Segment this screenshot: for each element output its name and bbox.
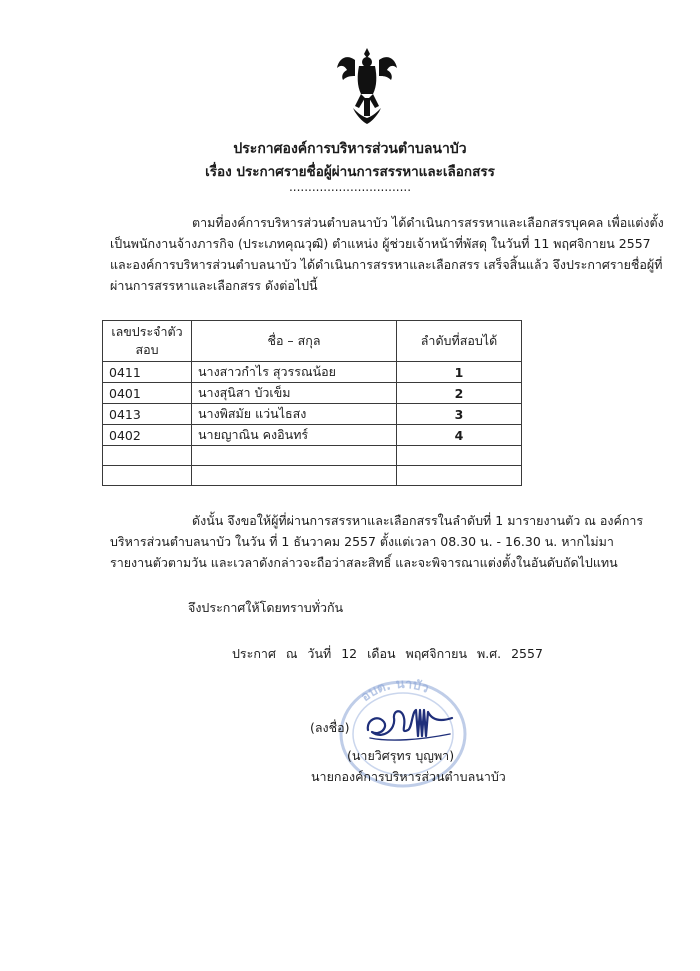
table-row — [103, 425, 522, 446]
cell-full-name: นายญาณิน คงอินทร์ — [192, 425, 397, 446]
cell-rank: 1 — [397, 362, 522, 383]
announcement-date: ประกาศ ณ วันที่ 12 เดือน พฤศจิกายน พ.ศ. 2557 — [232, 646, 543, 661]
intro-line: เป็นพนักงานจ้างภารกิจ (ประเภทคุณวุฒิ) ตำแหน่ง ผู้ช่วยเจ้าหน้าที่พัสดุ ในวันที่ 11 พฤศจิกายน 2557 — [110, 236, 651, 251]
cell-rank — [397, 466, 522, 486]
announcement-subject: เรื่อง ประกาศรายชื่อผู้ผ่านการสรรหาและเลือกสรร — [205, 164, 495, 180]
title-separator: ................................ — [288, 180, 412, 194]
cell-full-name: นางสุนิสา บัวเข็ม — [192, 383, 397, 404]
handwritten-signature — [360, 700, 460, 746]
intro-line: ตามที่องค์การบริหารส่วนตำบลนาบัว ได้ดำเนินการสรรหาและเลือกสรรบุคคล เพื่อแต่งตั้ง — [192, 215, 664, 230]
cell-rank: 3 — [397, 404, 522, 425]
public-notice-line: จึงประกาศให้โดยทราบทั่วกัน — [188, 600, 344, 615]
intro-line: และองค์การบริหารส่วนตำบลนาบัว ได้ดำเนินการสรรหาและเลือกสรร เสร็จสิ้นแล้ว จึงประกาศรายชื่อผู้ที่ — [110, 257, 663, 272]
header-rank: ลำดับที่สอบได้ — [397, 321, 522, 362]
cell-exam-id: 0402 — [103, 425, 192, 446]
instructions-paragraph — [110, 510, 644, 573]
header-full-name: ชื่อ – สกุล — [192, 321, 397, 362]
signature-label: (ลงชื่อ) — [310, 720, 350, 735]
table-row — [103, 383, 522, 404]
header-exam-id: เลขประจำตัว สอบ — [103, 321, 192, 362]
cell-full-name: นางสาวกำไร สุวรรณน้อย — [192, 362, 397, 383]
instructions-line: บริหารส่วนตำบลนาบัว ในวัน ที่ 1 ธันวาคม 2557 ตั้งแต่เวลา 08.30 น. - 16.30 น. หากไม่มา — [110, 534, 614, 549]
cell-full-name — [192, 466, 397, 486]
cell-rank: 2 — [397, 383, 522, 404]
cell-exam-id — [103, 466, 192, 486]
cell-rank: 4 — [397, 425, 522, 446]
cell-exam-id: 0413 — [103, 404, 192, 425]
signer-name: (นายวิศรุทร บุญพา) — [347, 748, 455, 763]
table-row — [103, 404, 522, 425]
cell-full-name — [192, 446, 397, 466]
intro-paragraph — [110, 212, 664, 296]
announcement-title: ประกาศองค์การบริหารส่วนตำบลนาบัว — [233, 141, 467, 157]
garuda-emblem-icon — [335, 46, 399, 126]
table-row — [103, 362, 522, 383]
instructions-line: รายงานตัวตามวัน และเวลาดังกล่าวจะถือว่าสละสิทธิ์ และจะพิจารณาแต่งตั้งในอันดับถัดไปแทน — [110, 555, 618, 570]
cell-exam-id: 0401 — [103, 383, 192, 404]
signer-position: นายกองค์การบริหารส่วนตำบลนาบัว — [311, 769, 506, 784]
table-header-row — [103, 321, 522, 362]
seal-text: อบต. นาบัว — [358, 676, 431, 705]
cell-rank — [397, 446, 522, 466]
intro-line: ผ่านการสรรหาและเลือกสรร ดังต่อไปนี้ — [110, 278, 318, 293]
results-table — [102, 320, 522, 486]
instructions-line: ดังนั้น จึงขอให้ผู้ที่ผ่านการสรรหาและเลือกสรรในลำดับที่ 1 มารายงานตัว ณ องค์การ — [192, 513, 644, 528]
cell-full-name: นางพิสมัย แว่นไธสง — [192, 404, 397, 425]
cell-exam-id — [103, 446, 192, 466]
table-row — [103, 446, 522, 466]
table-row — [103, 466, 522, 486]
cell-exam-id: 0411 — [103, 362, 192, 383]
